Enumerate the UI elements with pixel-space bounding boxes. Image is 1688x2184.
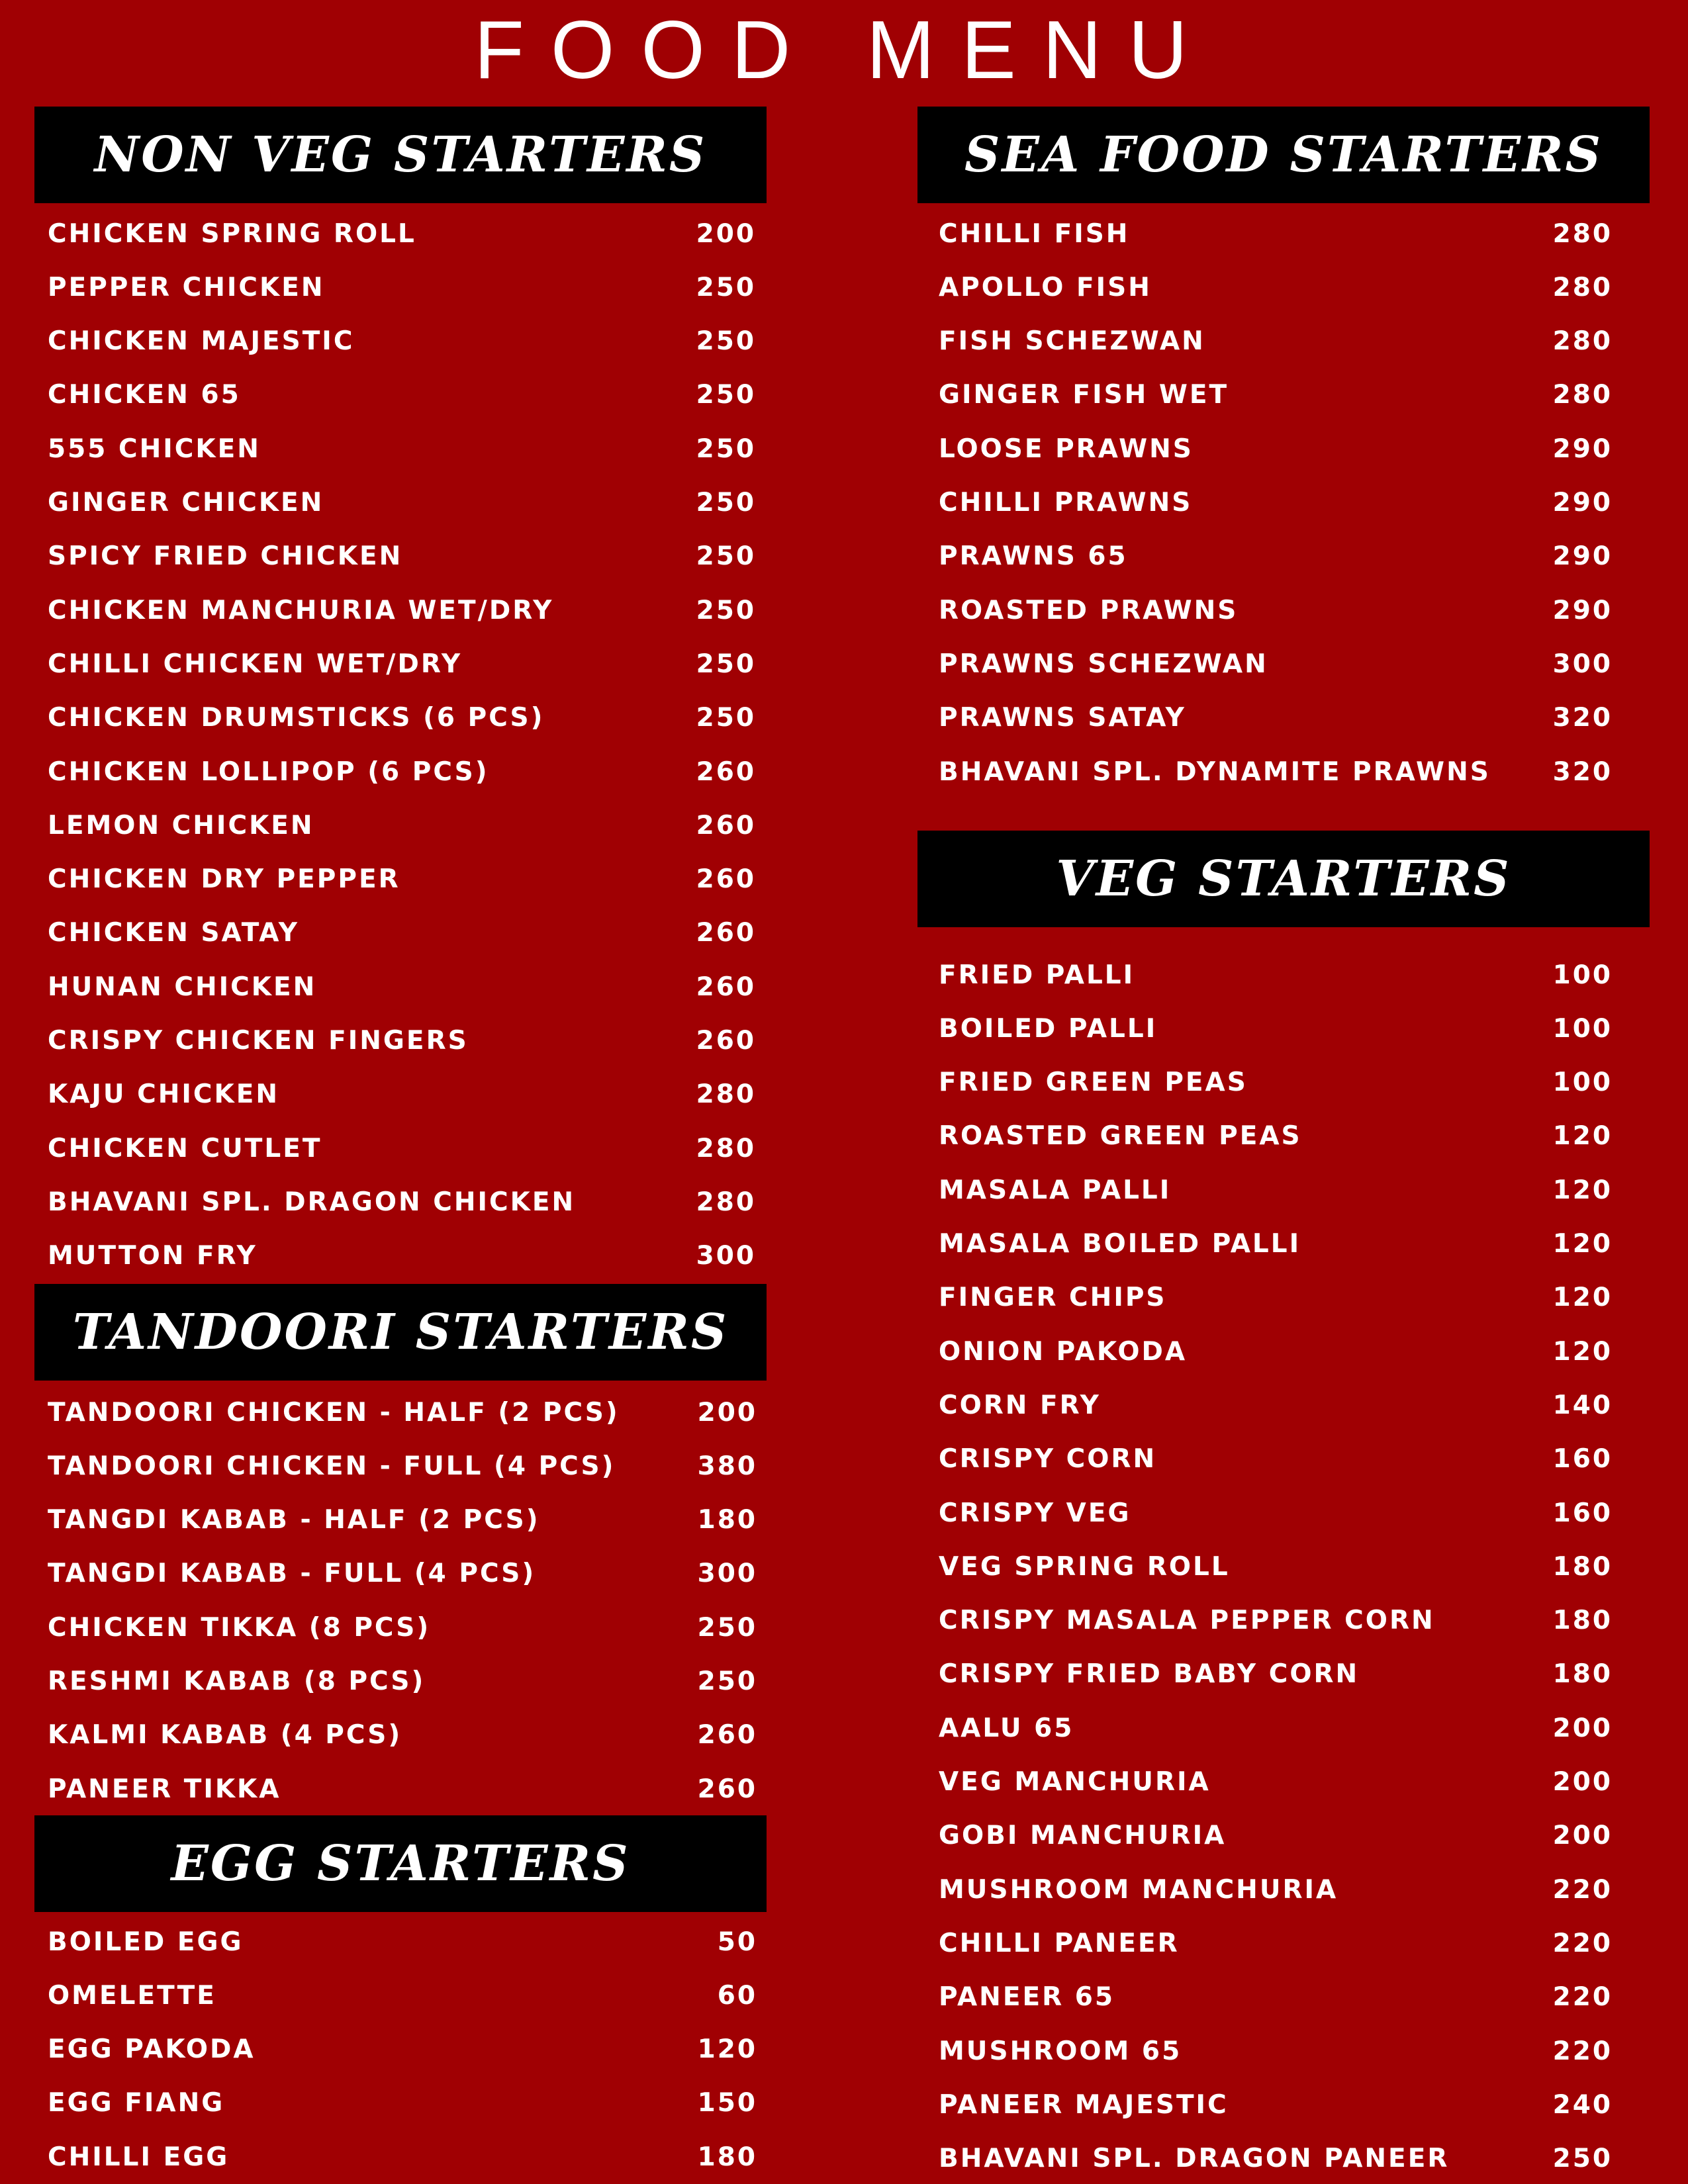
- menu-item: [48, 1021, 756, 1061]
- menu-item-name: CHILLI PRAWNS: [939, 488, 1193, 518]
- menu-item-price: 300: [1552, 649, 1613, 679]
- menu-item-price: 260: [696, 918, 756, 948]
- menu-item: [48, 1662, 757, 1702]
- menu-item-name: FISH SCHEZWAN: [939, 326, 1205, 357]
- section-header-non-veg-starters: [34, 107, 767, 203]
- menu-item-price: 200: [697, 1397, 757, 1428]
- menu-item: [48, 805, 756, 845]
- menu-item-price: 150: [697, 2088, 757, 2118]
- menu-item-name: CHICKEN SATAY: [48, 918, 299, 948]
- menu-item-name: BOILED EGG: [48, 1927, 244, 1957]
- menu-item-price: 120: [697, 2034, 757, 2065]
- menu-item-price: 380: [697, 1451, 757, 1481]
- menu-item: [48, 644, 756, 684]
- menu-item: [48, 1922, 757, 1962]
- menu-item-price: 180: [1552, 1606, 1613, 1636]
- menu-item-price: 160: [1552, 1444, 1613, 1475]
- menu-item-price: 250: [696, 595, 756, 625]
- menu-item-price: 140: [1552, 1390, 1613, 1420]
- menu-item: [48, 537, 756, 576]
- menu-item-price: 260: [696, 756, 756, 787]
- menu-item-name: BOILED PALLI: [939, 1013, 1158, 1044]
- menu-item: [939, 2139, 1613, 2179]
- menu-item-name: PANEER MAJESTIC: [939, 2089, 1229, 2120]
- menu-item: [48, 1715, 757, 1755]
- menu-item-price: 100: [1552, 1068, 1613, 1098]
- menu-item-price: 180: [697, 2142, 757, 2172]
- menu-item: [48, 1500, 757, 1540]
- section-header-egg-starters: [34, 1815, 767, 1912]
- menu-item: [939, 1762, 1613, 1802]
- menu-item-price: 290: [1552, 595, 1613, 625]
- menu-item: [939, 1978, 1613, 2017]
- menu-item: [48, 1554, 757, 1594]
- menu-item-name: CHILLI PANEER: [939, 1928, 1180, 1958]
- menu-item-name: CHILLI EGG: [48, 2142, 230, 2172]
- menu-item: [939, 2031, 1613, 2071]
- menu-item-name: ROASTED PRAWNS: [939, 595, 1239, 625]
- menu-item-name: MUTTON FRY: [48, 1241, 258, 1271]
- menu-item: [939, 1493, 1613, 1533]
- menu-item-name: EGG FIANG: [48, 2088, 225, 2118]
- menu-item-price: 200: [696, 218, 756, 249]
- menu-item-name: MUSHROOM 65: [939, 2036, 1182, 2066]
- menu-item-name: VEG MANCHURIA: [939, 1767, 1211, 1797]
- menu-item: [48, 1769, 757, 1809]
- menu-item-name: AALU 65: [939, 1713, 1074, 1743]
- menu-item: [48, 375, 756, 415]
- menu-item-name: CRISPY CORN: [939, 1444, 1157, 1475]
- menu-item: [939, 537, 1613, 576]
- menu-item: [48, 214, 756, 253]
- menu-item: [939, 698, 1613, 738]
- menu-item-price: 260: [696, 864, 756, 895]
- menu-item-price: 250: [697, 1612, 757, 1643]
- menu-item-price: 250: [696, 703, 756, 733]
- menu-item-price: 180: [1552, 1551, 1613, 1582]
- menu-item: [939, 429, 1613, 469]
- menu-item-price: 260: [696, 1026, 756, 1056]
- menu-item-price: 260: [697, 1720, 757, 1751]
- menu-item: [48, 1608, 757, 1647]
- menu-item: [939, 1870, 1613, 1909]
- menu-item-name: CHICKEN DRY PEPPER: [48, 864, 400, 895]
- menu-item-price: 160: [1552, 1498, 1613, 1528]
- menu-item-price: 120: [1552, 1283, 1613, 1313]
- menu-item-price: 220: [1552, 2036, 1613, 2066]
- menu-item-price: 290: [1552, 433, 1613, 464]
- menu-item-price: 60: [717, 1980, 757, 2011]
- menu-item-name: HUNAN CHICKEN: [48, 972, 317, 1002]
- menu-item-name: KAJU CHICKEN: [48, 1079, 280, 1110]
- menu-item-name: PANEER 65: [939, 1982, 1115, 2013]
- menu-item: [939, 1116, 1613, 1156]
- menu-item-name: BHAVANI SPL. DRAGON PANEER: [939, 2144, 1450, 2174]
- menu-item: [939, 752, 1613, 792]
- menu-item-price: 290: [1552, 541, 1613, 572]
- menu-item-price: 240: [1552, 2089, 1613, 2120]
- menu-item: [939, 1332, 1613, 1371]
- menu-item: [48, 429, 756, 469]
- menu-item: [48, 1446, 757, 1486]
- menu-item-price: 260: [697, 1774, 757, 1804]
- menu-item: [48, 2030, 757, 2070]
- menu-item-price: 200: [1552, 1821, 1613, 1851]
- menu-item-name: CHICKEN CUTLET: [48, 1133, 322, 1163]
- menu-item-price: 320: [1552, 703, 1613, 733]
- menu-item-name: ROASTED GREEN PEAS: [939, 1121, 1302, 1152]
- menu-item-price: 250: [1552, 2144, 1613, 2174]
- menu-item: [939, 1708, 1613, 1748]
- menu-item-name: OMELETTE: [48, 1980, 216, 2011]
- menu-item-name: 555 CHICKEN: [48, 433, 261, 464]
- menu-item: [939, 2085, 1613, 2124]
- menu-item: [48, 1392, 757, 1432]
- menu-item-price: 250: [696, 649, 756, 679]
- menu-item-price: 300: [697, 1559, 757, 1589]
- menu-item: [939, 1385, 1613, 1425]
- menu-item-name: CHILLI CHICKEN WET/DRY: [48, 649, 463, 679]
- menu-item: [939, 955, 1613, 995]
- section-header-sea-food-starters: [917, 107, 1650, 203]
- menu-item-name: CRISPY CHICKEN FINGERS: [48, 1026, 469, 1056]
- menu-item: [48, 267, 756, 307]
- menu-item-price: 280: [1552, 326, 1613, 357]
- menu-item-price: 260: [696, 810, 756, 841]
- menu-item-price: 320: [1552, 756, 1613, 787]
- section-title: VEG STARTERS: [1056, 850, 1511, 907]
- menu-item-name: FRIED GREEN PEAS: [939, 1068, 1248, 1098]
- menu-item-price: 250: [696, 433, 756, 464]
- menu-title: FOOD MENU: [474, 5, 1214, 96]
- menu-item-name: CHICKEN MAJESTIC: [48, 326, 355, 357]
- menu-item-name: CRISPY MASALA PEPPER CORN: [939, 1606, 1435, 1636]
- menu-item-price: 250: [697, 1666, 757, 1696]
- menu-item: [48, 967, 756, 1007]
- menu-item: [939, 1063, 1613, 1103]
- menu-item-name: KALMI KABAB (4 PCS): [48, 1720, 402, 1751]
- menu-item: [48, 1182, 756, 1222]
- menu-item: [48, 1976, 757, 2015]
- menu-item-name: CORN FRY: [939, 1390, 1101, 1420]
- menu-item-price: 250: [696, 541, 756, 572]
- menu-item: [48, 1128, 756, 1168]
- menu-item-price: 280: [696, 1133, 756, 1163]
- menu-item-price: 250: [696, 380, 756, 410]
- menu-item: [939, 214, 1613, 253]
- menu-item: [939, 644, 1613, 684]
- menu-item-name: FINGER CHIPS: [939, 1283, 1167, 1313]
- menu-item-price: 120: [1552, 1336, 1613, 1367]
- menu-item-name: CHICKEN SPRING ROLL: [48, 218, 416, 249]
- menu-item-price: 280: [696, 1187, 756, 1217]
- menu-item: [939, 1547, 1613, 1586]
- menu-item: [939, 483, 1613, 523]
- menu-item-name: CRISPY FRIED BABY CORN: [939, 1659, 1360, 1690]
- menu-item-price: 280: [1552, 272, 1613, 302]
- menu-item: [939, 1601, 1613, 1641]
- menu-item-price: 180: [1552, 1659, 1613, 1690]
- menu-item-name: CHICKEN LOLLIPOP (6 PCS): [48, 756, 489, 787]
- menu-item-name: CHICKEN TIKKA (8 PCS): [48, 1612, 431, 1643]
- menu-item-price: 250: [696, 326, 756, 357]
- menu-item-name: MASALA BOILED PALLI: [939, 1229, 1301, 1259]
- section-title: TANDOORI STARTERS: [72, 1304, 729, 1361]
- menu-item-name: TANDOORI CHICKEN - HALF (2 PCS): [48, 1397, 620, 1428]
- menu-item: [48, 698, 756, 738]
- menu-item-name: RESHMI KABAB (8 PCS): [48, 1666, 426, 1696]
- menu-item: [939, 1816, 1613, 1856]
- menu-item-name: VEG SPRING ROLL: [939, 1551, 1230, 1582]
- section-title: EGG STARTERS: [171, 1835, 630, 1892]
- menu-item-name: MASALA PALLI: [939, 1175, 1172, 1205]
- menu-item: [939, 322, 1613, 361]
- menu-item-name: TANGDI KABAB - FULL (4 PCS): [48, 1559, 536, 1589]
- menu-item: [48, 483, 756, 523]
- menu-item-name: PEPPER CHICKEN: [48, 272, 325, 302]
- menu-item: [939, 590, 1613, 630]
- menu-item: [48, 590, 756, 630]
- menu-item-name: PRAWNS 65: [939, 541, 1128, 572]
- section-header-veg-starters: [917, 831, 1650, 927]
- menu-item-name: GOBI MANCHURIA: [939, 1821, 1227, 1851]
- menu-item-price: 280: [696, 1079, 756, 1110]
- menu-item-price: 200: [1552, 1767, 1613, 1797]
- menu-item-name: CHICKEN MANCHURIA WET/DRY: [48, 595, 554, 625]
- menu-item: [939, 1278, 1613, 1318]
- menu-item: [48, 2083, 757, 2123]
- menu-item-price: 120: [1552, 1121, 1613, 1152]
- menu-item: [939, 375, 1613, 415]
- menu-item-name: TANDOORI CHICKEN - FULL (4 PCS): [48, 1451, 616, 1481]
- menu-item-price: 250: [696, 488, 756, 518]
- menu-item-name: CHICKEN 65: [48, 380, 241, 410]
- menu-item-price: 280: [1552, 218, 1613, 249]
- menu-item: [48, 913, 756, 953]
- menu-item: [939, 267, 1613, 307]
- menu-item: [48, 752, 756, 792]
- menu-item-name: BHAVANI SPL. DRAGON CHICKEN: [48, 1187, 576, 1217]
- menu-item-price: 250: [696, 272, 756, 302]
- menu-item-name: EGG PAKODA: [48, 2034, 256, 2065]
- menu-item-name: ONION PAKODA: [939, 1336, 1188, 1367]
- menu-item-name: CRISPY VEG: [939, 1498, 1131, 1528]
- menu-item-name: PRAWNS SCHEZWAN: [939, 649, 1268, 679]
- menu-item-price: 220: [1552, 1874, 1613, 1905]
- section-title: NON VEG STARTERS: [94, 126, 707, 183]
- menu-item: [48, 1236, 756, 1276]
- menu-item: [939, 1224, 1613, 1264]
- menu-item: [939, 1170, 1613, 1210]
- menu-item-name: LEMON CHICKEN: [48, 810, 314, 841]
- menu-item: [939, 1923, 1613, 1963]
- section-title: SEA FOOD STARTERS: [964, 126, 1603, 183]
- menu-item: [939, 1009, 1613, 1048]
- menu-item-name: APOLLO FISH: [939, 272, 1152, 302]
- menu-item-price: 300: [696, 1241, 756, 1271]
- menu-item-name: PRAWNS SATAY: [939, 703, 1186, 733]
- menu-item-price: 220: [1552, 1982, 1613, 2013]
- menu-item: [48, 2137, 757, 2177]
- menu-item-price: 120: [1552, 1229, 1613, 1259]
- menu-item-price: 120: [1552, 1175, 1613, 1205]
- menu-item-name: TANGDI KABAB - HALF (2 PCS): [48, 1505, 540, 1535]
- menu-item-name: MUSHROOM MANCHURIA: [939, 1874, 1338, 1905]
- menu-item: [48, 860, 756, 899]
- menu-item-price: 290: [1552, 488, 1613, 518]
- menu-item-name: FRIED PALLI: [939, 960, 1135, 990]
- menu-item-name: BHAVANI SPL. DYNAMITE PRAWNS: [939, 756, 1491, 787]
- section-header-tandoori-starters: [34, 1284, 767, 1381]
- menu-item: [939, 1655, 1613, 1694]
- menu-item-name: PANEER TIKKA: [48, 1774, 281, 1804]
- menu-item-price: 100: [1552, 1013, 1613, 1044]
- menu-item-name: GINGER FISH WET: [939, 380, 1229, 410]
- menu-item-price: 200: [1552, 1713, 1613, 1743]
- menu-item-price: 220: [1552, 1928, 1613, 1958]
- menu-item: [939, 1439, 1613, 1479]
- menu-item-price: 260: [696, 972, 756, 1002]
- menu-item-name: GINGER CHICKEN: [48, 488, 324, 518]
- menu-item-name: LOOSE PRAWNS: [939, 433, 1194, 464]
- menu-item-price: 280: [1552, 380, 1613, 410]
- menu-item: [48, 322, 756, 361]
- menu-item-price: 50: [717, 1927, 757, 1957]
- menu-item-name: SPICY FRIED CHICKEN: [48, 541, 403, 572]
- menu-item-price: 100: [1552, 960, 1613, 990]
- menu-item-name: CHICKEN DRUMSTICKS (6 PCS): [48, 703, 545, 733]
- menu-item: [48, 1075, 756, 1115]
- menu-item-name: CHILLI FISH: [939, 218, 1130, 249]
- menu-item-price: 180: [697, 1505, 757, 1535]
